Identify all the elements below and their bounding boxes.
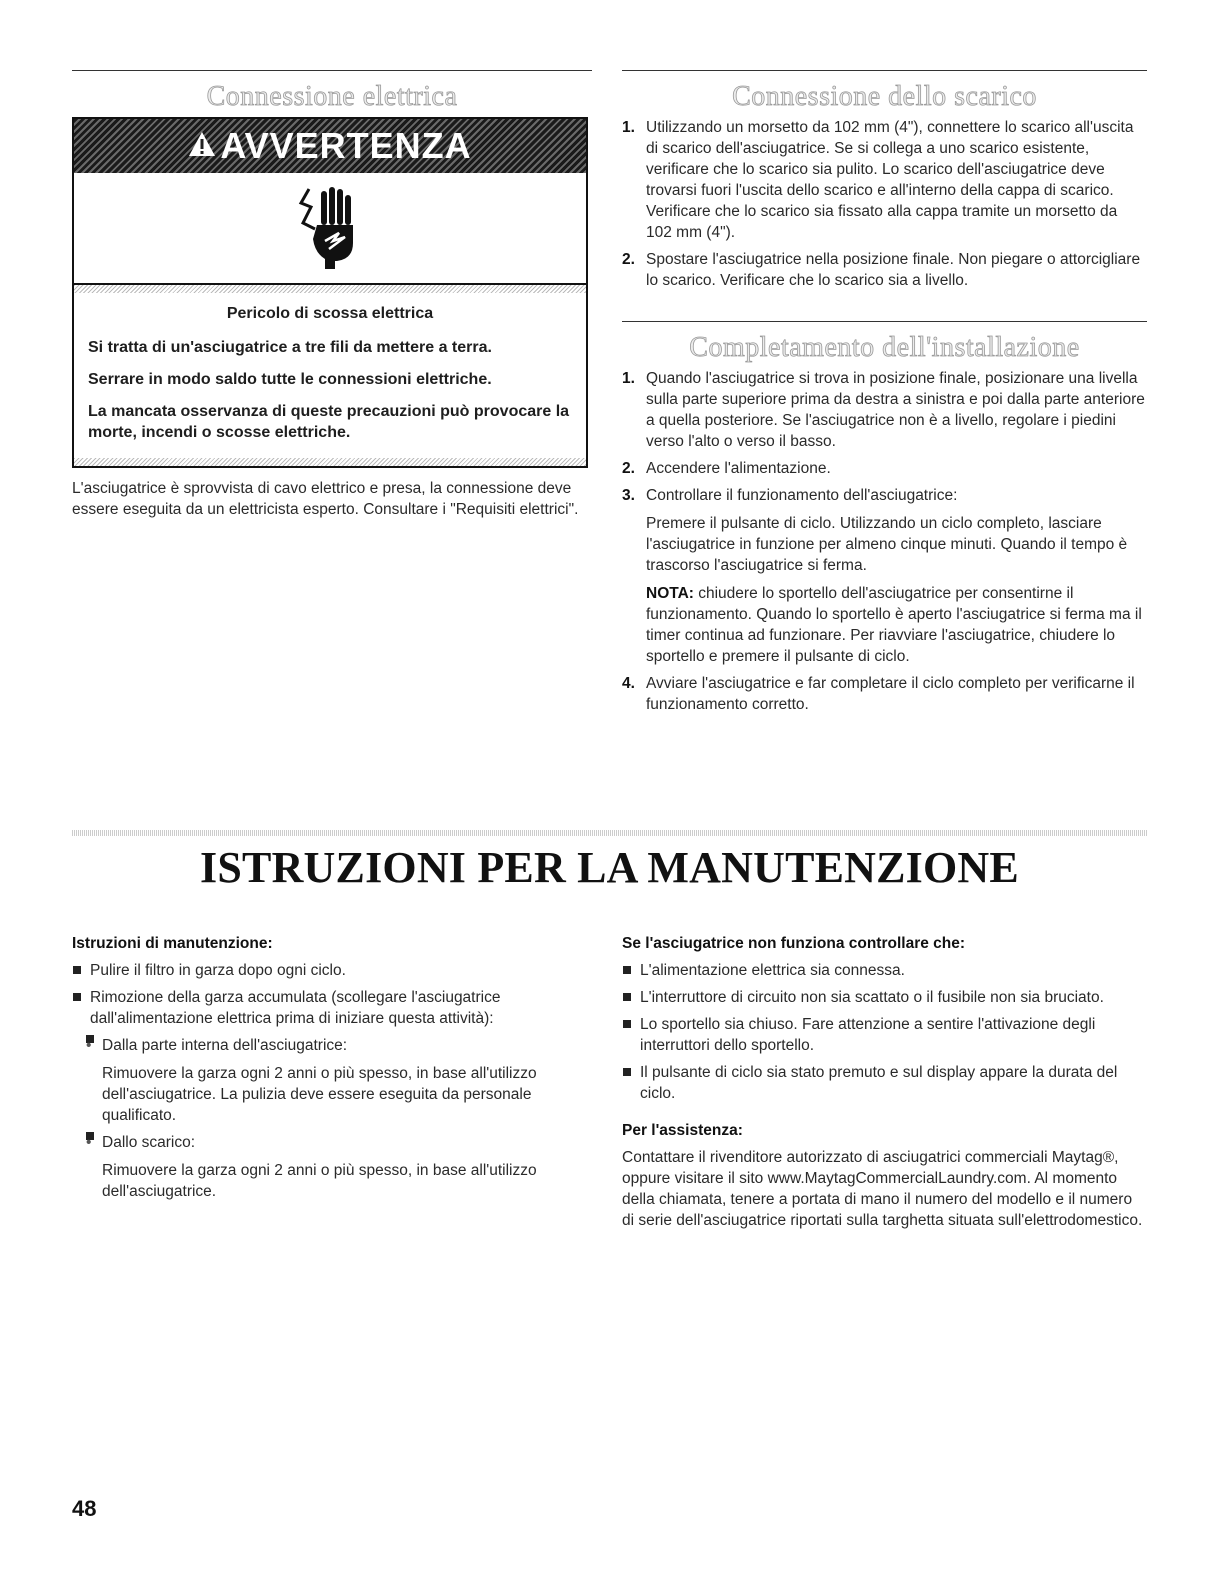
section-rule	[622, 321, 1147, 322]
section-rule	[622, 70, 1147, 71]
note-label: NOTA:	[646, 585, 694, 602]
warning-header-text: AVVERTENZA	[220, 125, 472, 166]
warning-title: Pericolo di scossa elettrica	[226, 305, 434, 322]
electrical-connection-section	[72, 70, 592, 520]
list-item: 4. Avviare l'asciugatrice e far completare il ciclo completo per verificarne il funzionamento corretto.	[622, 675, 1135, 713]
warning-icon-area	[74, 173, 586, 285]
list-item: • Dalla parte interna dell'asciugatrice: Rimuovere la garza ogni 2 anni o più spesso, in base all'utilizzo dell'asciugatrice. La pulizia deve essere eseguita da personale qualificato.	[72, 1035, 592, 1126]
maintenance-heading: Istruzioni di manutenzione:	[72, 935, 273, 952]
step-note: NOTA: chiudere lo sportello dell'asciugatrice per consentirne il funzionamento. Quando lo sportello è aperto l'asciugatrice si ferma ma il timer continua ad funzionare. Per riavviare l'asciugatrice, chiudere lo sportello e premere il pulsante di ciclo.	[646, 585, 1142, 665]
step-detail: Premere il pulsante di ciclo. Utilizzando un ciclo completo, lasciare l'asciugatrice in funzione per almeno cinque minuti. Quando il tempo è trascorso l'asciugatrice si ferma.	[646, 515, 1128, 574]
completion-steps	[622, 368, 1147, 715]
list-item: 2. Spostare l'asciugatrice nella posizione finale. Non piegare o attorcigliare lo scarico. Verificare che lo scarico sia a livello.	[622, 251, 1141, 289]
section-rule	[72, 70, 592, 71]
list-item: Il pulsante di ciclo sia stato premuto e sul display appare la durata del ciclo.	[622, 1062, 1147, 1104]
list-item: Pulire il filtro in garza dopo ogni ciclo.	[72, 960, 592, 981]
electrical-paragraph: L'asciugatrice è sprovvista di cavo elettrico e presa, la connessione deve essere eseguita da un elettricista esperto. Consultare i "Requisiti elettrici".	[72, 480, 579, 518]
maintenance-list	[72, 960, 592, 1202]
maintenance-sublist	[72, 1035, 592, 1202]
warning-line: La mancata osservanza di queste precauzioni può provocare la morte, incendi o scosse elettriche.	[88, 403, 570, 441]
drain-steps	[622, 117, 1147, 291]
section-title-electrical: Connessione elettrica	[206, 81, 458, 112]
list-item: 2. Accendere l'alimentazione.	[622, 460, 831, 477]
assist-heading: Per l'assistenza:	[622, 1122, 743, 1139]
check-heading: Se l'asciugatrice non funziona controllare che:	[622, 935, 966, 952]
warning-header	[74, 119, 586, 173]
list-item: Rimozione della garza accumulata (scollegare l'asciugatrice dall'alimentazione elettrica prima di iniziare questa attività): • Dalla parte interna dell'asciugatrice: Rimuovere la garza ogni 2 anni o più spesso, in base all'utilizzo dell'asciugatrice. La pulizia deve essere eseguita da personale qualificato. • Dallo scarico: Rimuovere la garza ogni 2 anni o più spesso, in base all'utilizzo dell'asciugatrice.	[72, 987, 592, 1202]
list-item: L'interruttore di circuito non sia scattato o il fusibile non sia bruciato.	[622, 987, 1147, 1008]
warning-line: Serrare in modo saldo tutte le connessioni elettriche.	[88, 371, 492, 388]
maintenance-section	[72, 935, 592, 1208]
electric-shock-hand-icon	[295, 181, 365, 276]
warning-triangle-icon	[188, 128, 216, 165]
list-item: 3. Controllare il funzionamento dell'asciugatrice: Premere il pulsante di ciclo. Utilizzando un ciclo completo, lasciare l'asciugatrice in funzione per almeno cinque minuti. Quando il tempo è trascorso l'asciugatrice si ferma. NOTA: chiudere lo sportello dell'asciugatrice per consentirne il funzionamento. Quando lo sportello è aperto l'asciugatrice si ferma ma il timer continua ad funzionare. Per riavviare l'asciugatrice, chiudere lo sportello e premere il pulsante di ciclo.	[622, 485, 1147, 667]
check-list	[622, 960, 1147, 1104]
list-item: L'alimentazione elettrica sia connessa.	[622, 960, 1147, 981]
section-title-completion: Completamento dell'installazione	[689, 332, 1080, 363]
assist-paragraph: Contattare il rivenditore autorizzato di asciugatrici commerciali Maytag®, oppure visitare il sito www.MaytagCommercialLaundry.com. Al momento della chiamata, tenere a portata di mano il numero del modello e il numero di serie dell'asciugatrice riportati sulla targhetta situata sull'elettrodomestico.	[622, 1149, 1143, 1229]
drain-section	[622, 70, 1147, 721]
section-title-drain: Connessione dello scarico	[732, 81, 1037, 112]
troubleshooting-section	[622, 935, 1147, 1231]
list-item: 1. Quando l'asciugatrice si trova in posizione finale, posizionare una livella sulla parte superiore prima da destra a sinistra e poi dalla parte anteriore a quella posteriore. Se l'asciugatrice non è a livello, regolare i piedini verso l'alto o verso il basso.	[622, 370, 1145, 450]
list-item: 1. Utilizzando un morsetto da 102 mm (4"), connettere lo scarico all'uscita di scarico dell'asciugatrice. Se si collega a uno scarico esistente, verificare che lo scarico sia pulito. Lo scarico dell'asciugatrice deve trovarsi fuori l'uscita dello scarico e all'interno della cappa di scarico. Verificare che lo scarico sia fissato alla cappa tramite un morsetto da 102 mm (4").	[622, 119, 1134, 241]
warning-line: Si tratta di un'asciugatrice a tre fili da mettere a terra.	[88, 339, 492, 356]
warning-body	[74, 285, 586, 466]
page-number: 48	[72, 1496, 97, 1521]
page-title: ISTRUZIONI PER LA MANUTENZIONE	[200, 843, 1019, 892]
title-band	[72, 830, 1147, 836]
warning-box	[72, 117, 588, 468]
list-item: • Dallo scarico: Rimuovere la garza ogni 2 anni o più spesso, in base all'utilizzo dell'asciugatrice.	[72, 1132, 592, 1202]
list-item: Lo sportello sia chiuso. Fare attenzione a sentire l'attivazione degli interruttori dello sportello.	[622, 1014, 1147, 1056]
